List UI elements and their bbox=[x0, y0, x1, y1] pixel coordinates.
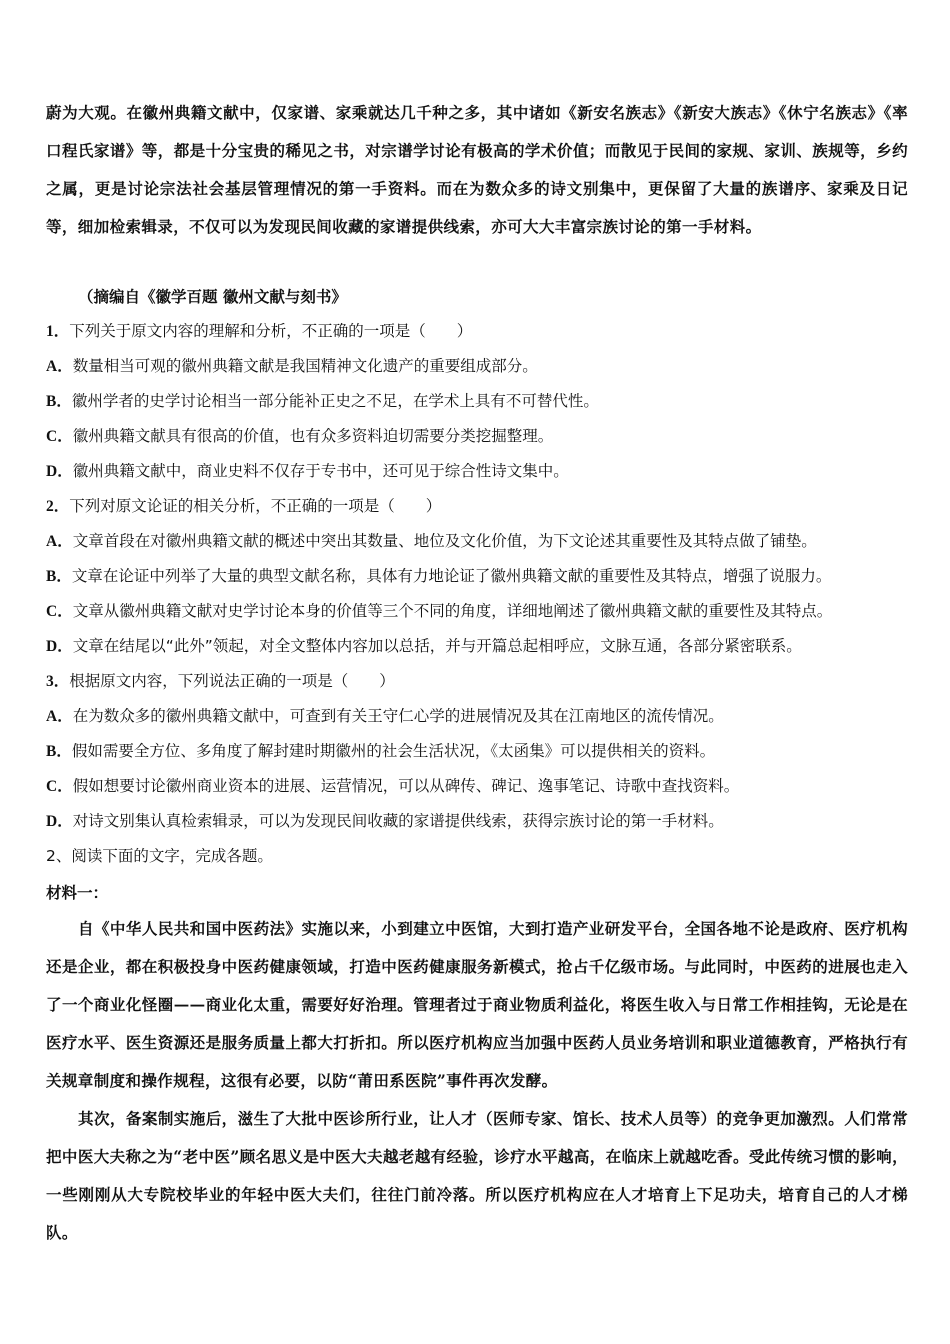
option-letter: B． bbox=[46, 393, 72, 410]
option-text: 徽州典籍文献中，商业史料不仅存于专书中，还可见于综合性诗文集中。 bbox=[72, 462, 569, 480]
option-text: 假如想要讨论徽州商业资本的进展、运营情况，可以从碑传、碑记、逸事笔记、诗歌中查找资料。 bbox=[72, 777, 740, 795]
option-text: 文章在论证中列举了大量的典型文献名称，具体有力地论证了徽州典籍文献的重要性及其特点，增强了说服力。 bbox=[71, 567, 832, 585]
question-1-option-d[interactable] bbox=[46, 460, 916, 483]
option-text: 数量相当可观的徽州典籍文献是我国精神文化遗产的重要组成部分。 bbox=[72, 357, 538, 375]
option-letter: A． bbox=[46, 708, 73, 725]
option-letter: C． bbox=[46, 428, 73, 445]
material-paragraph-1: 自《中华人民共和国中医药法》实施以来，小到建立中医馆，大到打造产业研发平台，全国各地不论是政府、医疗机构还是企业，都在积极投身中医药健康领域，打造中医药健康服务新模式，抢占千亿级市场。与此同时，中医药的进展也走入了一个商业化怪圈——商业化太重，需要好好治理。管理者过于商业物质利益化，将医生收入与日常工作相挂钩，无论是在医疗水平、医生资源还是服务质量上都大打折扣。所以医疗机构应当加强中医药人员业务培训和职业道德教育，严格执行有关规章制度和操作规程，这很有必要，以防“莆田系医院”事件再次发酵。 bbox=[46, 919, 908, 1090]
option-letter: D． bbox=[46, 638, 73, 655]
question-2-option-c[interactable] bbox=[46, 600, 916, 623]
question-2-option-b[interactable] bbox=[46, 565, 916, 588]
question-3-option-b[interactable] bbox=[46, 740, 916, 763]
intro-paragraph: 蔚为大观。在徽州典籍文献中，仅家谱、家乘就达几千种之多，其中诸如《新安名族志》《新安大族志》《休宁名族志》《率口程氏家谱》等，都是十分宝贵的稀见之书，对宗谱学讨论有极高的学术价值；而散见于民间的家规、家训、族规等，乡约之属，更是讨论宗法社会基层管理情况的第一手资料。而在为数众多的诗文别集中，更保留了大量的族谱序、家乘及日记等，细加检索辑录，不仅可以为发现民间收藏的家谱提供线索，亦可大大丰富宗族讨论的第一手材料。 bbox=[46, 103, 908, 236]
option-text: 徽州学者的史学讨论相当一部分能补正史之不足，在学术上具有不可替代性。 bbox=[71, 392, 599, 410]
question-number: 2． bbox=[46, 498, 70, 515]
question-3-option-d[interactable] bbox=[46, 810, 916, 833]
question-1-option-c[interactable] bbox=[46, 425, 916, 448]
question-text: 下列对原文论证的相关分析，不正确的一项是（ ） bbox=[69, 497, 442, 515]
option-text: 文章首段在对徽州典籍文献的概述中突出其数量、地位及文化价值，为下文论述其重要性及其特点做了铺垫。 bbox=[72, 532, 817, 550]
question-1-option-a[interactable] bbox=[46, 355, 916, 378]
question-text: 根据原文内容，下列说法正确的一项是（ ） bbox=[69, 672, 395, 690]
question-3-option-a[interactable] bbox=[46, 705, 916, 728]
option-letter: C． bbox=[46, 603, 73, 620]
option-text: 文章在结尾以“此外”领起，对全文整体内容加以总括，并与开篇总起相呼应，文脉互通，各部分紧密联系。 bbox=[72, 637, 802, 655]
option-text: 文章从徽州典籍文献对史学讨论本身的价值等三个不同的角度，详细地阐述了徽州典籍文献的重要性及其特点。 bbox=[72, 602, 833, 620]
question-2-option-a[interactable] bbox=[46, 530, 916, 553]
material-one-passage bbox=[46, 910, 908, 1252]
option-letter: D． bbox=[46, 813, 73, 830]
option-letter: A． bbox=[46, 358, 73, 375]
option-letter: A． bbox=[46, 533, 73, 550]
source-citation: （摘编自《徽学百题 徽州文献与刻书》 bbox=[78, 287, 347, 306]
question-2-option-d[interactable] bbox=[46, 635, 916, 658]
question-number: 3． bbox=[46, 673, 70, 690]
question-3-option-c[interactable] bbox=[46, 775, 916, 798]
section-2-heading: 2、阅读下面的文字，完成各题。 bbox=[46, 847, 273, 865]
option-text: 徽州典籍文献具有很高的价值，也有众多资料迫切需要分类挖掘整理。 bbox=[72, 427, 554, 445]
option-letter: D． bbox=[46, 463, 73, 480]
intro-passage bbox=[46, 94, 908, 246]
material-paragraph-2: 其次，备案制实施后，滋生了大批中医诊所行业，让人才（医师专家、馆长、技术人员等）的竞争更加激烈。人们常常把中医大夫称之为“老中医”顾名思义是中医大夫越老越有经验，诊疗水平越高，在临床上就越吃香。受此传统习惯的影响，一些刚刚从大专院校毕业的年轻中医大夫们，往往门前冷落。所以医疗机构应在人才培育上下足功夫，培育自己的人才梯队。 bbox=[46, 1109, 908, 1242]
option-text: 假如需要全方位、多角度了解封建时期徽州的社会生活状况，《太函集》可以提供相关的资料。 bbox=[71, 742, 716, 760]
question-text: 下列关于原文内容的理解和分析，不正确的一项是（ ） bbox=[69, 322, 473, 340]
question-2-stem bbox=[46, 495, 916, 518]
question-3-stem bbox=[46, 670, 916, 693]
option-letter: B． bbox=[46, 743, 72, 760]
option-letter: C． bbox=[46, 778, 73, 795]
option-text: 对诗文别集认真检索辑录，可以为发现民间收藏的家谱提供线索，获得宗族讨论的第一手材料。 bbox=[72, 812, 724, 830]
question-number: 1． bbox=[46, 323, 70, 340]
material-label: 材料一： bbox=[46, 883, 109, 902]
option-text: 在为数众多的徽州典籍文献中，可查到有关王守仁心学的进展情况及其在江南地区的流传情况。 bbox=[72, 707, 724, 725]
question-1-stem bbox=[46, 320, 916, 343]
option-letter: B． bbox=[46, 568, 72, 585]
question-1-option-b[interactable] bbox=[46, 390, 916, 413]
